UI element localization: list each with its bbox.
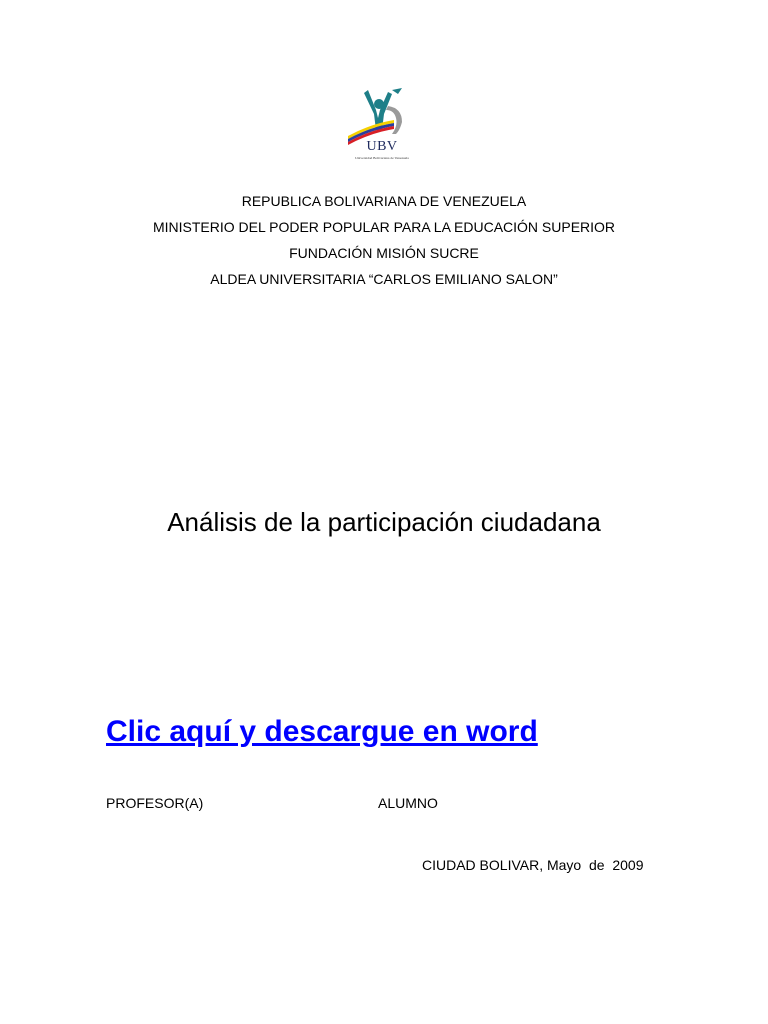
logo-text: UBV: [366, 139, 398, 154]
document-title: Análisis de la participación ciudadana: [167, 507, 601, 537]
download-word-link[interactable]: Clic aquí y descargue en word: [106, 715, 538, 748]
header-aldea: ALDEA UNIVERSITARIA “CARLOS EMILIANO SALON”: [210, 271, 558, 287]
header-foundation: FUNDACIÓN MISIÓN SUCRE: [289, 245, 479, 261]
teacher-label: PROFESOR(A): [106, 795, 204, 811]
place-date: CIUDAD BOLIVAR, Mayo de 2009: [422, 857, 644, 873]
header-republic: REPUBLICA BOLIVARIANA DE VENEZUELA: [241, 193, 527, 209]
logo-subtext: Universidad Bolivariana de Venezuela: [355, 156, 409, 160]
header-ministry: MINISTERIO DEL PODER POPULAR PARA LA EDUCACIÓN SUPERIOR: [152, 219, 616, 235]
student-label: ALUMNO: [378, 795, 438, 811]
ubv-logo: [340, 84, 424, 166]
